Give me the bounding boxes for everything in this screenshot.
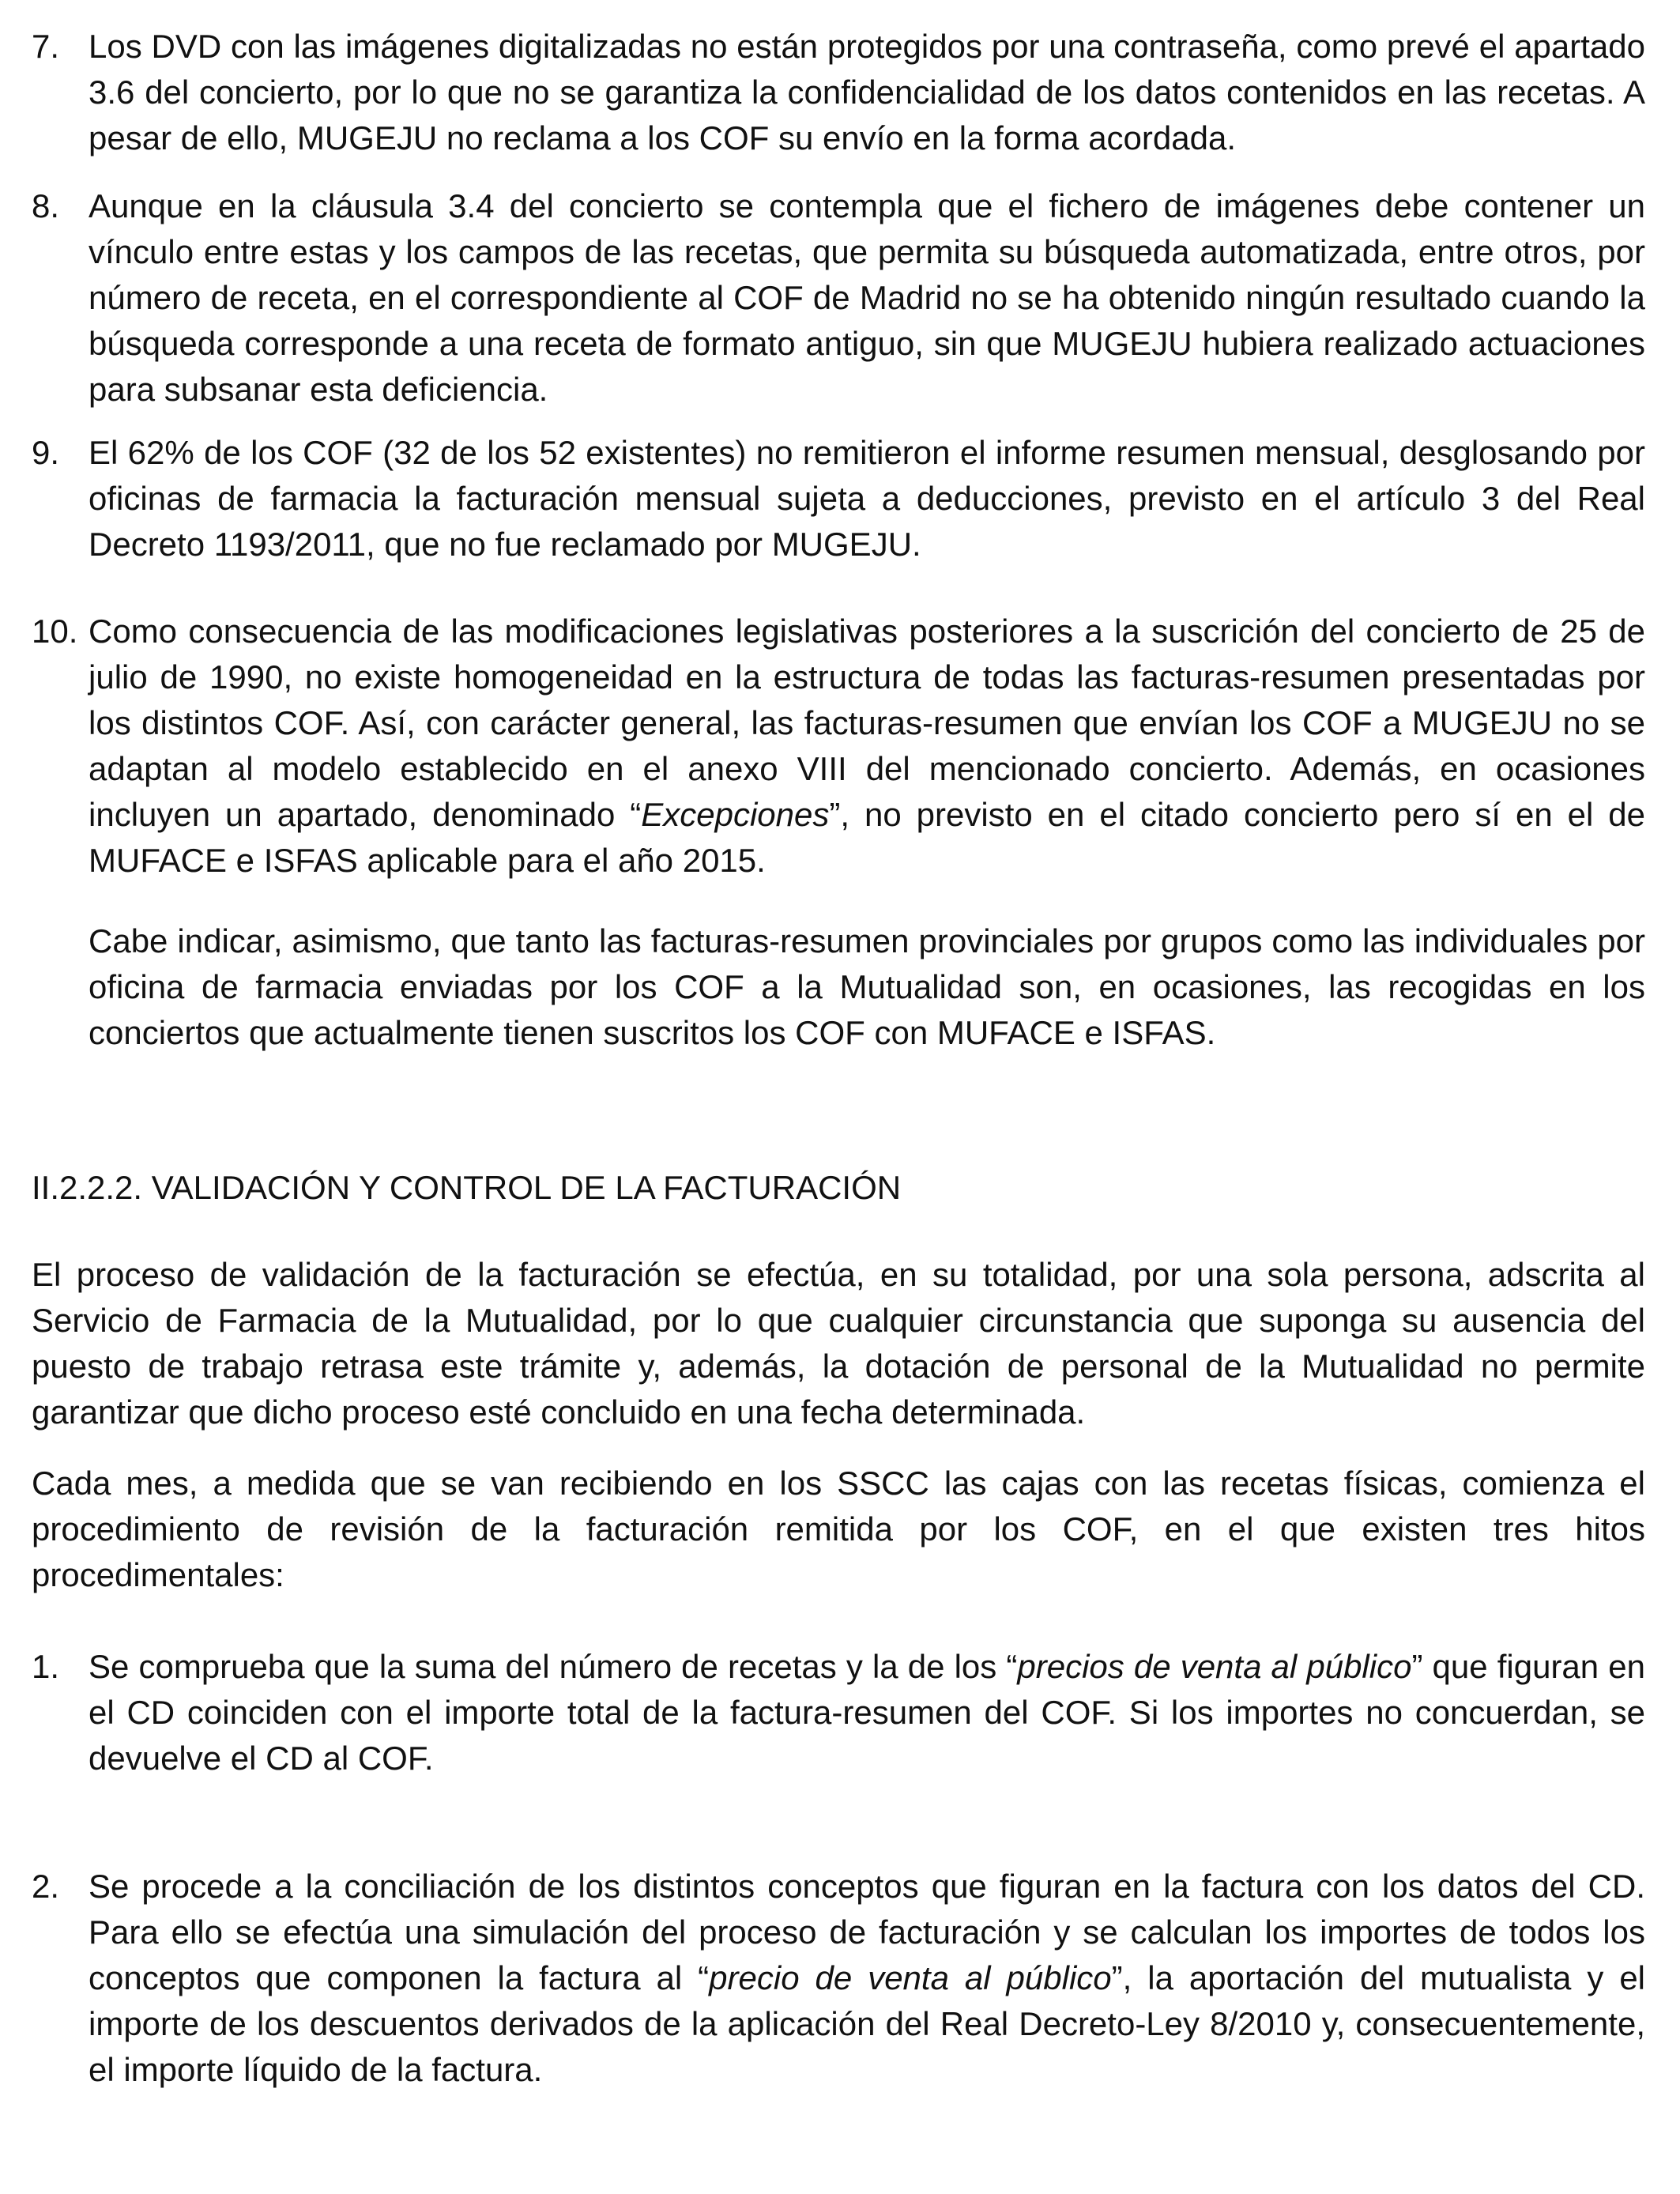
list-number: 8. xyxy=(32,187,60,224)
list-item-text: Los DVD con las imágenes digitalizadas no están protegidos por una contraseña, como prevé el apartado 3.6 del concierto, por lo que no se garantiza la confidencialidad de los datos contenidos en las recetas. A pesar de ello, MUGEJU no reclama a los COF su envío en la forma acordada. xyxy=(89,28,1645,156)
list-number: 7. xyxy=(32,28,60,65)
list-item-text: Se comprueba que la suma del número de recetas y la de los “precios de venta al público” que figuran en el CD coinciden con el importe total de la factura-resumen del COF. Si los importes no concuerdan, se devuelve el CD al COF. xyxy=(89,1648,1645,1777)
list-item-8 xyxy=(32,183,1645,413)
list-item-text: Como consecuencia de las modificaciones legislativas posteriores a la suscrición del concierto de 25 de julio de 1990, no existe homogeneidad en la estructura de todas las facturas-resumen presentadas por los distintos COF. Así, con carácter general, las facturas-resumen que envían los COF a MUGEJU no se adaptan al modelo establecido en el anexo VIII del mencionado concierto. Además, en ocasiones incluyen un apartado, denominado “Excepciones”, no previsto en el citado concierto pero sí en el de MUFACE e ISFAS aplicable para el año 2015. xyxy=(89,613,1645,879)
italic-term: precios de venta al público xyxy=(1017,1648,1412,1685)
body-paragraph-1: El proceso de validación de la facturación se efectúa, en su totalidad, por una sola persona, adscrita al Servicio de Farmacia de la Mutualidad, por lo que cualquier circunstancia que suponga su ausencia del puesto de trabajo retrasa este trámite y, además, la dotación de personal de la Mutualidad no permite garantizar que dicho proceso esté concluido en una fecha determinada. xyxy=(32,1256,1645,1431)
body-paragraph-2: Cada mes, a medida que se van recibiendo en los SSCC las cajas con las recetas físicas, comienza el procedimiento de revisión de la facturación remitida por los COF, en el que existen tres hitos procedimentales: xyxy=(32,1465,1645,1593)
list-item-text: El 62% de los COF (32 de los 52 existentes) no remitieron el informe resumen mensual, desglosando por oficinas de farmacia la facturación mensual sujeta a deducciones, previsto en el artículo 3 del Real Decreto 1193/2011, que no fue reclamado por MUGEJU. xyxy=(89,434,1645,563)
list-item-text: Se procede a la conciliación de los distintos conceptos que figuran en la factura con los datos del CD. Para ello se efectúa una simulación del proceso de facturación y se calculan los importes de todos los conceptos que componen la factura al “precio de venta al público”, la aportación del mutualista y el importe de los descuentos derivados de la aplicación del Real Decreto-Ley 8/2010 y, consecuentemente, el importe líquido de la factura. xyxy=(89,1868,1646,2088)
section-heading: II.2.2.2. VALIDACIÓN Y CONTROL DE LA FACTURACIÓN xyxy=(32,1169,902,1206)
list-item-7 xyxy=(32,24,1645,161)
list-number: 9. xyxy=(32,434,60,471)
list-item-9 xyxy=(32,430,1645,567)
item-10-followup-paragraph: Cabe indicar, asimismo, que tanto las facturas-resumen provinciales por grupos como las individuales por oficina de farmacia enviadas por los COF a la Mutualidad son, en ocasiones, las recogidas en los conciertos que actualmente tienen suscritos los COF con MUFACE e ISFAS. xyxy=(89,922,1645,1051)
italic-term: precio de venta al público xyxy=(709,1959,1112,1996)
list-number: 2. xyxy=(32,1868,60,1905)
list-item-10 xyxy=(32,609,1645,884)
italic-term: Excepciones xyxy=(641,796,830,833)
list-item-2 xyxy=(32,1864,1645,2093)
list-item-text: Aunque en la cláusula 3.4 del concierto se contempla que el fichero de imágenes debe contener un vínculo entre estas y los campos de las recetas, que permita su búsqueda automatizada, entre otros, por número de receta, en el correspondiente al COF de Madrid no se ha obtenido ningún resultado cuando la búsqueda corresponde a una receta de formato antiguo, sin que MUGEJU hubiera realizado actuaciones para subsanar esta deficiencia. xyxy=(89,187,1645,408)
list-number: 1. xyxy=(32,1648,60,1685)
list-number: 10. xyxy=(32,613,78,650)
list-item-1 xyxy=(32,1644,1645,1781)
